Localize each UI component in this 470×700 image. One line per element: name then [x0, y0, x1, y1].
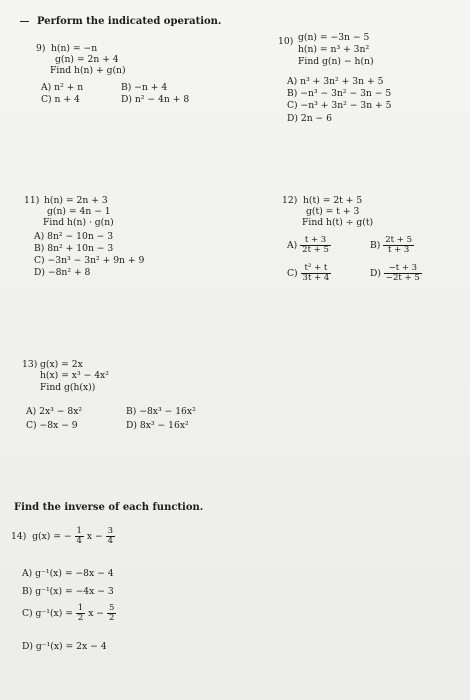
p11-given2: g(n) = 4n − 1 [47, 206, 111, 217]
p9-given1: h(n) = −n [51, 43, 98, 54]
instruction-heading: Perform the indicated operation. [37, 16, 222, 27]
p11-choice-d: D) −8n² + 8 [34, 267, 91, 278]
p10-given2: h(n) = n³ + 3n² [298, 44, 370, 55]
p12-given1: h(t) = 2t + 5 [303, 195, 363, 206]
p9-choice-d: D) n² − 4n + 8 [121, 94, 190, 105]
p14-equation: 14) g(x) = − $\frac{1}{4}$ x − $\frac{3}{4}$ [11, 526, 114, 546]
p9-choice-a: A) n² + n [41, 82, 84, 93]
p13-choice-d: D) 8x³ − 16x² [126, 420, 189, 431]
p12-choice-b: B) $\frac{2t + 5}{t + 3}$ [370, 235, 413, 255]
margin-dash [20, 21, 29, 22]
p13-find: Find g(h(x)) [40, 382, 96, 393]
p10-number: 10) [278, 36, 294, 47]
p12-choice-c: C) $\frac{\text{t² + t}}{3t + 4}$ [287, 263, 330, 283]
p11-find: Find h(n) · g(n) [43, 217, 114, 228]
p13-given2: h(x) = x³ − 4x² [40, 370, 109, 381]
p11-choice-c: C) −3n³ − 3n² + 9n + 9 [34, 255, 145, 266]
p12-given2: g(t) = t + 3 [306, 206, 360, 217]
p9-choice-c: C) n + 4 [41, 94, 80, 105]
p14-choice-c: C) g⁻¹(x) = $\frac{1}{2}$ x − $\frac{5}{2}$ [22, 603, 115, 623]
p11-number: 11) [24, 195, 40, 206]
p12-find: Find h(t) ÷ g(t) [302, 217, 374, 228]
p9-find: Find h(n) + g(n) [50, 65, 126, 76]
p12-choice-a: A) $\frac{t + 3}{2t + 5}$ [287, 235, 329, 255]
p11-choice-b: B) 8n² + 10n − 3 [34, 243, 114, 254]
p9-given2: g(n) = 2n + 4 [55, 54, 119, 65]
p14-choice-d: D) g⁻¹(x) = 2x − 4 [22, 641, 107, 652]
p12-number: 12) [282, 195, 298, 206]
p9-choice-b: B) −n + 4 [121, 82, 168, 93]
p14-number: 14) [11, 530, 27, 542]
p13-choice-c: C) −8x − 9 [26, 420, 78, 431]
p9-number: 9) [36, 43, 46, 54]
p10-choice-d: D) 2n − 6 [287, 113, 333, 124]
p11-choice-a: A) 8n² − 10n − 3 [34, 231, 114, 242]
p10-find: Find g(n) − h(n) [298, 56, 374, 67]
p13-given1: g(x) = 2x [40, 359, 83, 370]
p13-choice-b: B) −8x³ − 16x² [126, 406, 196, 417]
p10-choice-b: B) −n³ − 3n² − 3n − 5 [287, 88, 392, 99]
p10-choice-c: C) −n³ + 3n² − 3n + 5 [287, 100, 392, 111]
p10-given1: g(n) = −3n − 5 [298, 32, 370, 43]
p13-number: 13) [22, 359, 38, 370]
section-heading-inverse: Find the inverse of each function. [14, 502, 204, 513]
p13-choice-a: A) 2x³ − 8x² [26, 406, 83, 417]
p12-choice-d: D) $\frac{-t + 3}{-2t + 5}$ [370, 263, 420, 283]
p14-choice-b: B) g⁻¹(x) = −4x − 3 [22, 586, 114, 597]
p11-given1: h(n) = 2n + 3 [44, 195, 108, 206]
p10-choice-a: A) n³ + 3n² + 3n + 5 [287, 76, 384, 87]
p14-choice-a: A) g⁻¹(x) = −8x − 4 [22, 568, 114, 579]
